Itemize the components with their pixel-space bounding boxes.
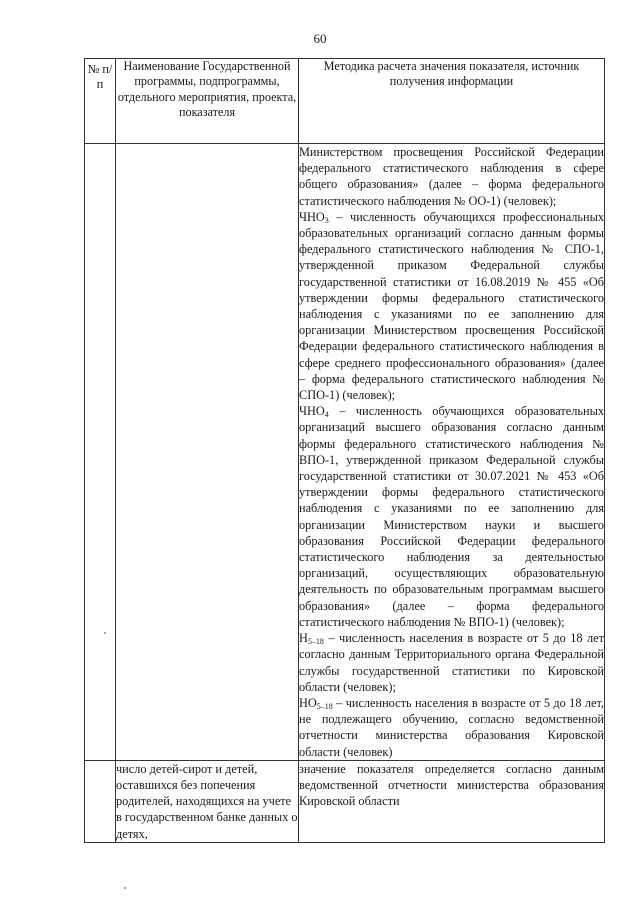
header-name: Наименование Государственной программы, подпрограммы, отдельного мероприятия, проекта, показателя (116, 59, 299, 144)
scan-speck (124, 887, 126, 889)
table-row (85, 144, 605, 761)
row2-name-cell: число детей-сирот и детей, оставшихся без попечения родителей, находящихся на учете в государственном банке данных о детях, (116, 761, 298, 841)
method-paragraph: $Н_{5-18}$ – численность населения в возрасте от 5 до 18 лет согласно данным Территориального органа Федеральной службы государственной статистики по Кировской области (человек); (299, 631, 604, 694)
method-paragraph: Министерством просвещения Российской Федерации федерального статистического наблюдения в сфере общего образования» (далее – форма федерального статистического наблюдения № ОО-1) (человек); (299, 145, 604, 208)
row1-name-cell (116, 144, 299, 761)
row2-method-cell (299, 760, 605, 842)
method-paragraph: $ЧНО_3$ – численность обучающихся профессиональных образовательных организаций согласно данным формы федерального статистического наблюдения № СПО-1, утвержденной приказом Федеральной службы государственной статистики от 16.08.2019 № 455 «Об утверждении формы федерального статистического наблюдения с указаниями по ее заполнению для организации Министерством просвещения Российской Федерации федерального статистического наблюдения в сфере среднего профессионального образования» (далее – форма федерального статистического наблюдения № СПО-1) (человек); (299, 209, 604, 403)
table-row (85, 760, 605, 842)
method-paragraph: $ЧНО_4$ – численность обучающихся образовательных организаций высшего образования согласно данным формы федерального статистического наблюдения № ВПО-1, утвержденной приказом Федеральной службы государственной статистики от 30.07.2021 № 453 «Об утверждении формы федерального статистического наблюдения с указаниями по ее заполнению для организации Министерством науки и высшего образования Российской Федерации федерального статистического наблюдения за деятельностью организаций, осуществляющих образовательную деятельность по образовательным программам высшего образования» (далее – форма федерального статистического наблюдения № ВПО-1) (человек); (299, 404, 604, 629)
table-header-row (85, 59, 605, 144)
header-number: № п/п (85, 59, 116, 144)
page-number: 60 (313, 31, 327, 46)
row2-number-cell (85, 760, 116, 842)
header-method: Методика расчета значения показателя, источник получения информации (299, 59, 605, 144)
scan-speck (104, 632, 106, 634)
indicator-table (84, 58, 605, 843)
method-paragraph: $НО_{5-18}$ – численность населения в возрасте от 5 до 18 лет, не подлежащего обучению, согласно ведомственной отчетности министерства образования Кировской области (человек) (299, 695, 604, 759)
row2-method-text: значение показателя определяется согласно данным ведомственной отчетности министерства образования Кировской области (299, 761, 604, 809)
row1-number-cell (85, 144, 116, 761)
row1-method-cell (299, 144, 605, 761)
